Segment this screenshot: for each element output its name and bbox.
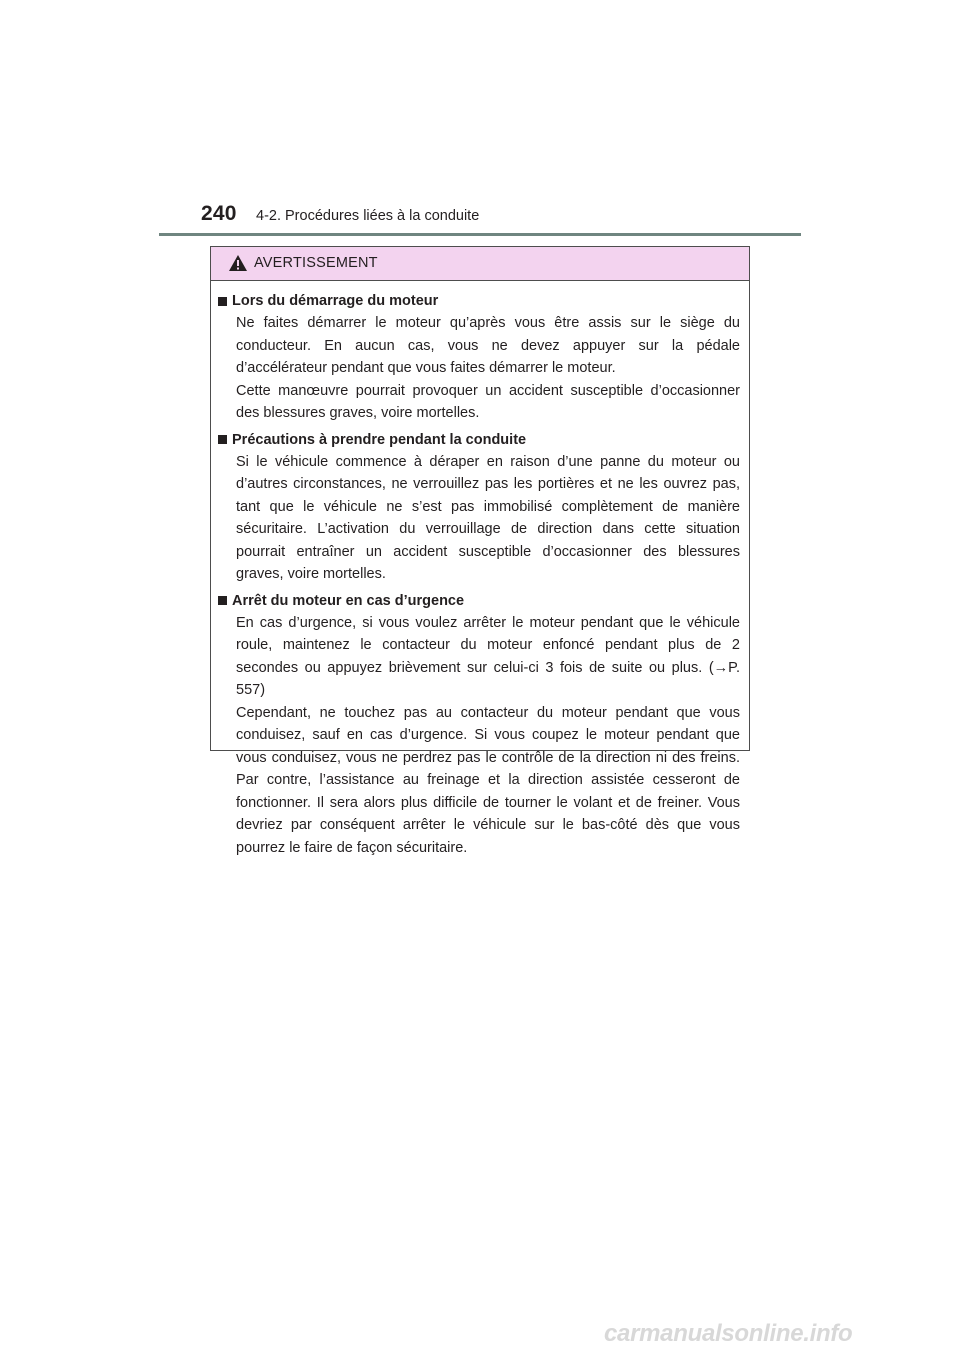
warning-header (211, 247, 749, 281)
item-paragraph: Ne faites démarrer le moteur qu’après vous être assis sur le siège du conducteur. En aucun cas, vous ne devez appuyer sur la pédale d’accélérateur pendant que vous faites démarrer le moteur. (236, 315, 740, 376)
warning-body (211, 281, 749, 859)
warning-triangle-icon (228, 254, 248, 272)
watermark: carmanualsonline.info (604, 1320, 853, 1347)
warning-item-engine-start (218, 290, 740, 425)
item-paragraph: Cependant, ne touchez pas au contacteur du moteur pendant que vous conduisez, sauf en cas d’urgence. Si vous coupez le moteur pendant que vous conduisez, vous ne perdrez pas le contrôle de la direction ni des freins. Par contre, l’assistance au freinage et la direction assistée cesseront de fonctionner. Il sera alors plus difficile de tourner le volant et de freiner. Vous devriez par conséquent arrêter le véhicule sur le bas-côté dès que vous pourrez le faire de façon sécuritaire. (236, 704, 740, 856)
square-bullet-icon (218, 435, 227, 444)
header-divider (159, 233, 801, 236)
item-paragraph: En cas d’urgence, si vous voulez arrêter le moteur pendant que le véhicule roule, maintenez le contacteur du moteur enfoncé pendant plus de 2 secondes ou appuyez brièvement sur celui-ci 3 fois de suite ou plus. (→P. 557) (236, 614, 740, 698)
page-number: 240 (201, 202, 237, 225)
item-title: Précautions à prendre pendant la conduite (232, 431, 527, 448)
section-title: 4-2. Procédures liées à la conduite (256, 208, 480, 224)
square-bullet-icon (218, 596, 227, 605)
warning-item-driving-precautions (218, 429, 740, 586)
warning-item-emergency-stop (218, 590, 740, 860)
item-title: Arrêt du moteur en cas d’urgence (232, 592, 465, 609)
warning-box (210, 246, 750, 856)
item-title: Lors du démarrage du moteur (232, 293, 439, 309)
item-paragraph: Cette manœuvre pourrait provoquer un accident susceptible d’occasionner des blessures graves, voire mortelles. (236, 382, 740, 421)
page-header (0, 0, 960, 240)
warning-title: AVERTISSEMENT (254, 255, 378, 271)
square-bullet-icon (218, 297, 227, 306)
item-paragraph: Si le véhicule commence à déraper en raison d’une panne du moteur ou d’autres circonstances, ne verrouillez pas les portières et ne les ouvrez pas, tant que le véhicule ne s’est pas immobilisé complètement de manière sécuritaire. L’activation du verrouillage de direction dans cette situation pourrait entraîner un accident susceptible d’occasionner des blessures graves, voire mortelles. (236, 453, 740, 582)
